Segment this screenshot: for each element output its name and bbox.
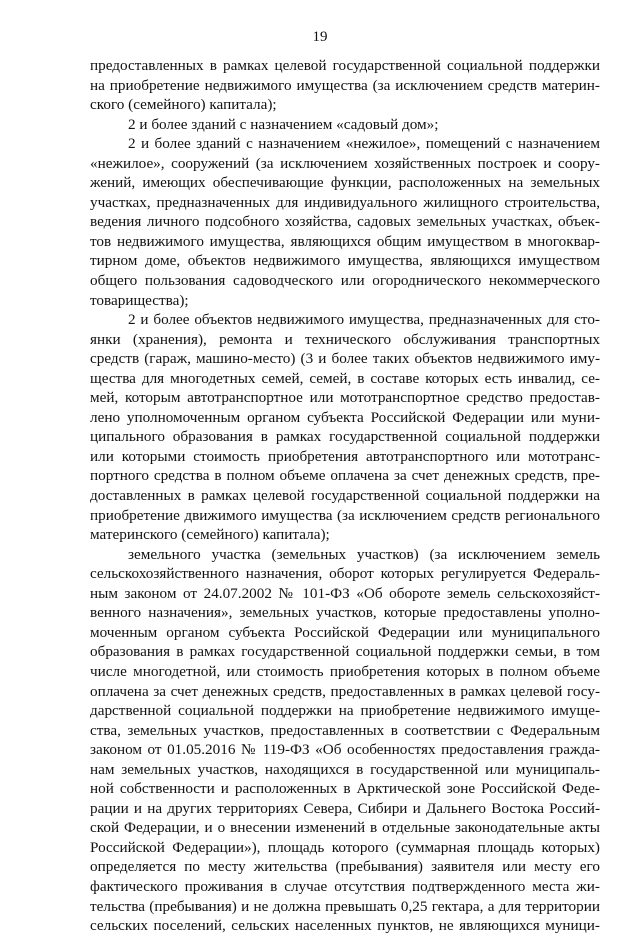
text-line: образования в рамках государственной социальной поддержки семьи, в том (90, 643, 600, 661)
text-line: на приобретение недвижимого имущества (за исключением средств материн- (90, 76, 600, 94)
text-line: портного средства в полном объеме оплачена за счет денежных средств, пре- (90, 467, 600, 485)
text-line: щества для многодетных семей, семей, в составе которых есть инвалид, се- (90, 369, 600, 387)
text-line: тирном доме, объектов недвижимого имущества, являющихся имуществом (90, 252, 600, 270)
text-line: Российской Федерации»), площадь которого (суммарная площадь которых) (90, 838, 600, 856)
text-line: предоставленных в рамках целевой государственной социальной поддержки (90, 57, 600, 74)
text-line: моченным органом субъекта Российской Федерации или муниципального (90, 623, 600, 641)
page-number: 19 (312, 29, 328, 45)
text-line: оплачена за счет денежных средств, предоставленных в рамках целевой госу- (90, 682, 600, 700)
text-line: 2 и более зданий с назначением «садовый дом»; (128, 115, 439, 133)
text-line: приобретение движимого имущества (за исключением средств регионального (90, 506, 600, 524)
text-line: «нежилое», сооружений (за исключением хозяйственных построек и соору- (90, 154, 600, 172)
text-line: общего пользования садоводческого или огороднического некоммерческого (90, 272, 600, 290)
text-line: сельских поселений, сельских населенных пунктов, не являющихся муници- (90, 917, 600, 935)
text-line: сельскохозяйственного назначения, оборот которых регулируется Федераль- (90, 565, 600, 583)
text-line: рации и на других территориях Севера, Сибири и Дальнего Востока Россий- (90, 799, 600, 817)
text-line: законом от 01.05.2016 № 119-ФЗ «Об особенностях предоставления гражда- (90, 741, 600, 759)
text-line: участках, предназначенных для индивидуального жилищного строительства, (90, 193, 600, 211)
text-line: земельного участка (земельных участков) (за исключением земель (128, 545, 600, 563)
text-line: товарищества); (90, 291, 189, 309)
text-line: числе многодетной, или стоимость приобретения которых в полном объеме (90, 662, 600, 680)
text-line: фактического проживания в случае отсутствия подтвержденного места жи- (90, 877, 600, 895)
text-line: лено уполномоченным органом субъекта Российской Федерации или муни- (90, 408, 600, 426)
text-line: венного назначения», земельных участков, которые предоставлены уполно- (90, 604, 600, 622)
text-line: или которыми стоимость приобретения автотранспортного или мототранс- (90, 447, 600, 465)
text-line: 2 и более зданий с назначением «нежилое», помещений с назначением (128, 135, 600, 153)
text-line: определяется по месту жительства (пребывания) заявителя или месту его (90, 858, 600, 876)
text-line: ского (семейного) капитала); (90, 96, 277, 114)
text-line: ства, земельных участков, предоставленных в соответствии с Федеральным (90, 721, 600, 739)
text-line: ведения личного подсобного хозяйства, садовых земельных участках, объек- (90, 213, 600, 231)
text-line: тов недвижимого имущества, являющихся общим имуществом в многоквар- (90, 232, 600, 250)
text-line: ным законом от 24.07.2002 № 101-ФЗ «Об обороте земель сельскохозяйст- (90, 584, 600, 602)
text-line: нам земельных участков, находящихся в государственной или муниципаль- (90, 760, 600, 778)
text-line: ной собственности и расположенных в Арктической зоне Российской Феде- (90, 780, 600, 798)
text-line: мей, которым автотранспортное или мототранспортное средство предостав- (90, 389, 600, 407)
text-line: ципального образования в рамках государственной социальной поддержки (90, 428, 600, 446)
text-line: материнского (семейного) капитала); (90, 526, 330, 544)
document-body (90, 56, 600, 936)
text-line: доставленных в рамках целевой государственной социальной поддержки на (90, 487, 600, 505)
text-line: жений, имеющих обеспечивающие функции, расположенных на земельных (90, 174, 600, 192)
text-line: янки (хранения), ремонта и технического обслуживания транспортных (90, 330, 600, 348)
text-line: 2 и более объектов недвижимого имущества, предназначенных для сто- (128, 311, 600, 329)
text-line: дарственной социальной поддержки на приобретение недвижимого имуще- (90, 702, 600, 720)
text-line: тельства (пребывания) и не должна превышать 0,25 гектара, а для территории (90, 897, 600, 915)
text-line: средств (гараж, машино-место) (3 и более таких объектов недвижимого иму- (90, 350, 600, 368)
text-line: ской Федерации, и о внесении изменений в отдельные законодательные акты (90, 819, 600, 837)
